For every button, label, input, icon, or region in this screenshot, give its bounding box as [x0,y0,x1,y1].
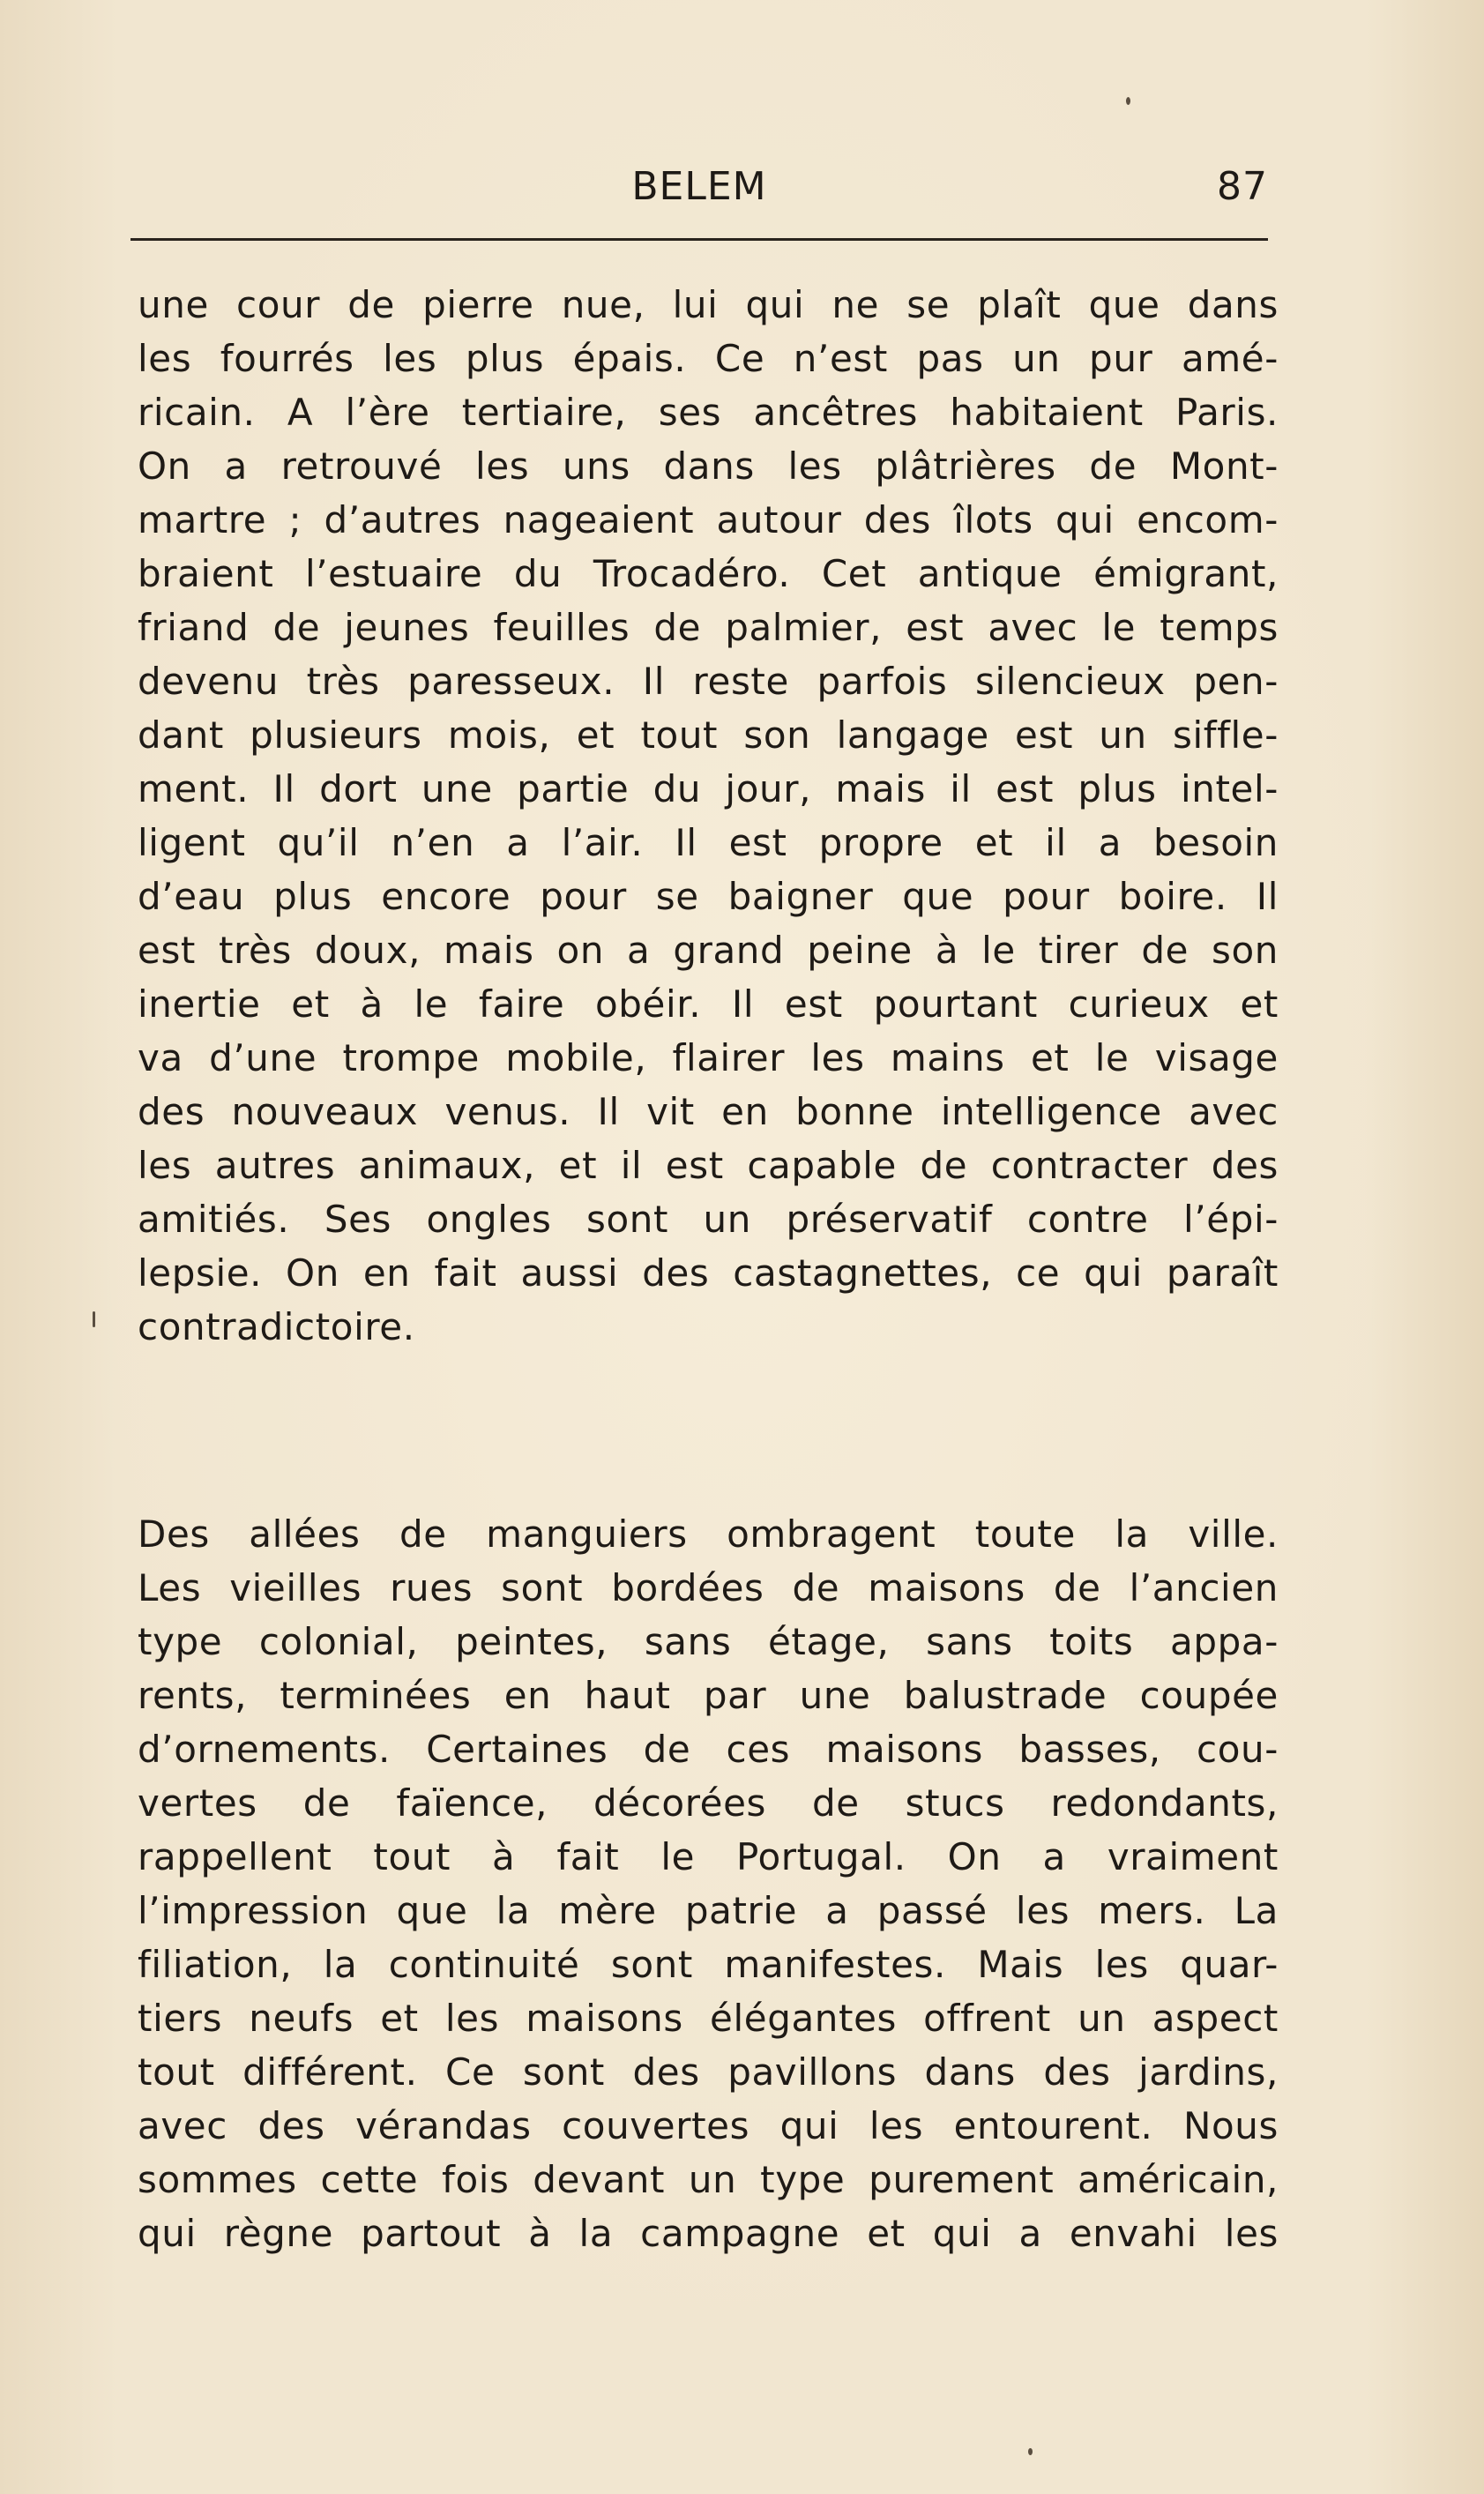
text-line: amitiés. Ses ongles sont un préservatif contre l’épi- [138,1198,1279,1241]
text-line: ligent qu’il n’en a l’air. Il est propre et il a besoin [138,821,1279,864]
text-line: On a retrouvé les uns dans les plâtrières de Mont- [138,444,1279,488]
text-line: dant plusieurs mois, et tout son langage est un siffle- [138,713,1279,757]
text-line: les autres animaux, et il est capable de contracter des [138,1144,1279,1187]
text-line: vertes de faïence, décorées de stucs redondants, [138,1781,1279,1825]
text-line: sommes cette fois devant un type purement américain, [138,2158,1279,2201]
text-line: contradictoire. [138,1305,415,1348]
text-line: d’eau plus encore pour se baigner que pour boire. Il [138,875,1279,918]
text-line: d’ornements. Certaines de ces maisons basses, cou- [138,1728,1279,1771]
page-number: 87 [1217,164,1268,209]
ink-speck [93,1311,95,1327]
text-line: devenu très paresseux. Il reste parfois silencieux pen- [138,660,1279,703]
paragraph [138,1507,1279,2260]
text-line: une cour de pierre nue, lui qui ne se plaît que dans [138,283,1279,326]
text-line: inertie et à le faire obéir. Il est pourtant curieux et [138,982,1279,1026]
text-line: tout différent. Ce sont des pavillons dans des jardins, [138,2050,1279,2094]
text-line: friand de jeunes feuilles de palmier, est avec le temps [138,606,1279,649]
text-line: Les vieilles rues sont bordées de maisons de l’ancien [138,1566,1279,1609]
text-line: est très doux, mais on a grand peine à le tirer de son [138,929,1279,972]
text-line: martre ; d’autres nageaient autour des îlots qui encom- [138,498,1279,541]
text-line: lepsie. On en fait aussi des castagnettes, ce qui paraît [138,1251,1279,1295]
ink-speck [1126,97,1130,105]
text-line: avec des vérandas couvertes qui les entourent. Nous [138,2104,1279,2147]
paragraph [138,278,1279,1354]
text-line: ment. Il dort une partie du jour, mais il est plus intel- [138,767,1279,810]
text-line: va d’une trompe mobile, flairer les mains et le visage [138,1036,1279,1079]
text-line: ricain. A l’ère tertiaire, ses ancêtres habitaient Paris. [138,391,1279,434]
text-line: type colonial, peintes, sans étage, sans toits appa- [138,1620,1279,1663]
text-line: tiers neufs et les maisons élégantes offrent un aspect [138,1997,1279,2040]
text-line: qui règne partout à la campagne et qui a envahi les [138,2212,1279,2255]
text-line: rappellent tout à fait le Portugal. On a vraiment [138,1835,1279,1878]
text-line: les fourrés les plus épais. Ce n’est pas un pur amé- [138,337,1279,380]
text-line: Des allées de manguiers ombragent toute la ville. [138,1512,1279,1556]
text-line: des nouveaux venus. Il vit en bonne intelligence avec [138,1090,1279,1133]
text-line: rents, terminées en haut par une balustrade coupée [138,1674,1279,1717]
ink-speck [1028,2448,1033,2455]
text-line: l’impression que la mère patrie a passé les mers. La [138,1889,1279,1932]
running-head [131,161,1268,213]
header-rule [131,238,1268,241]
running-title: BELEM [631,164,767,209]
text-line: braient l’estuaire du Trocadéro. Cet antique émigrant, [138,552,1279,595]
text-line: filiation, la continuité sont manifestes. Mais les quar- [138,1943,1279,1986]
